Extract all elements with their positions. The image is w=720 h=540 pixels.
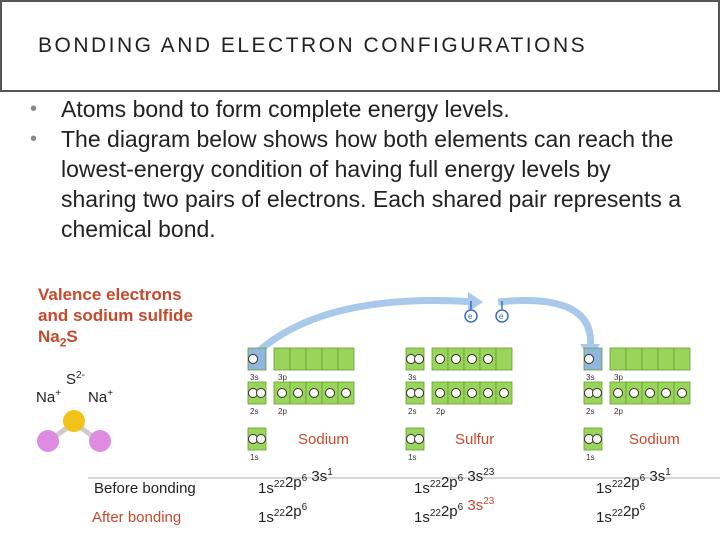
electron [585, 355, 594, 364]
orbital-label: 2s [408, 407, 417, 416]
p-orbital-box [658, 348, 674, 370]
electron [468, 355, 477, 364]
electron-configuration: $1s^{22}2p^6$ $3s^{23}$ [414, 467, 495, 497]
orbital-label: 3s [250, 373, 259, 382]
electron-transfer-arrow [260, 301, 476, 350]
orbital-label: 3s [586, 373, 595, 382]
p-orbital-box [610, 348, 626, 370]
orbital-label: 2s [586, 407, 595, 416]
electron [484, 389, 493, 398]
p-orbital-box [338, 348, 354, 370]
electron [452, 355, 461, 364]
atom-label-sodium: Sodium [629, 431, 680, 448]
electron [257, 389, 266, 398]
electron [468, 389, 477, 398]
electron [257, 435, 266, 444]
electron-configuration: $1s^{22}2p^6$ [258, 502, 308, 526]
bonding-diagram [28, 280, 720, 540]
electron [310, 389, 319, 398]
orbital-label: 3p [614, 373, 623, 382]
sulfur-atom [63, 410, 85, 432]
electron-configuration: $1s^{22}2p^6$ $3s^{23}$ [414, 496, 495, 526]
electron [294, 389, 303, 398]
electron-configuration: $1s^{22}2p^6$ [596, 502, 646, 526]
electron [342, 389, 351, 398]
electron [678, 389, 687, 398]
orbital-label: 3p [278, 373, 287, 382]
electron [278, 389, 287, 398]
electron [593, 435, 602, 444]
electron [436, 355, 445, 364]
orbital-label: 1s [408, 453, 417, 462]
bullet-text: The diagram below shows how both elements can reach the lowest-energy condition of having full energy levels by sharing two pairs of electrons. Each shared pair represents a chemical bond. [61, 126, 682, 242]
sodium-atom [37, 430, 59, 452]
title-bar [0, 0, 720, 92]
electron [614, 389, 623, 398]
electron [630, 389, 639, 398]
electron [415, 389, 424, 398]
configurations [258, 467, 671, 526]
electron [436, 389, 445, 398]
electron [452, 389, 461, 398]
bullet-text: Atoms bond to form complete energy levels. [61, 96, 510, 122]
bullet-dot-icon: • [30, 98, 38, 120]
electron [646, 389, 655, 398]
row-label-after: After bonding [92, 509, 182, 526]
electron-configuration: $1s^{22}2p^6$ $3s^1$ [258, 467, 333, 497]
electron [415, 435, 424, 444]
bullet-list [30, 94, 690, 244]
orbital-label: 2p [614, 407, 623, 416]
svg-text:e: e [468, 312, 473, 321]
p-orbital-box [674, 348, 690, 370]
p-orbital-box [642, 348, 658, 370]
p-orbital-box [626, 348, 642, 370]
p-orbital-box [496, 348, 512, 370]
orbital-label: 1s [250, 453, 259, 462]
sodium-atom [89, 430, 111, 452]
sodium-ion-label-right: Na+ [88, 388, 114, 406]
p-orbital-box [322, 348, 338, 370]
caption-line: $Na_2S$ [38, 327, 78, 350]
electron [326, 389, 335, 398]
svg-text:e: e [499, 312, 504, 321]
sulfide-ion-label: $S^{2-}$ [66, 370, 85, 388]
caption-line: Valence electrons [38, 285, 182, 304]
electron [249, 355, 258, 364]
atom-label-sodium: Sodium [298, 431, 349, 448]
atom-label-sulfur: Sulfur [455, 431, 495, 448]
p-orbital-box [274, 348, 290, 370]
orbital-label: 2s [250, 407, 259, 416]
slide-title: BONDING AND ELECTRON CONFIGURATIONS [38, 34, 588, 57]
electron [500, 389, 509, 398]
p-orbital-box [306, 348, 322, 370]
p-orbital-box [290, 348, 306, 370]
orbital-label: 2p [436, 407, 445, 416]
caption-line: and sodium sulfide [38, 306, 193, 325]
electron [593, 389, 602, 398]
electron [415, 355, 424, 364]
orbital-label: 3s [408, 373, 417, 382]
orbital-label: 1s [586, 453, 595, 462]
electron-configuration: $1s^{22}2p^6$ $3s^1$ [596, 467, 671, 497]
sodium-ion-label-left: Na+ [36, 388, 62, 406]
electron [662, 389, 671, 398]
bullet-dot-icon: • [30, 128, 38, 150]
electron [484, 355, 493, 364]
bullet-item [30, 124, 690, 244]
row-label-before: Before bonding [94, 480, 196, 497]
diagram-svg [28, 280, 720, 540]
electron-transfer-arrow [498, 301, 591, 350]
orbital-label: 2p [278, 407, 287, 416]
bullet-item [30, 94, 690, 124]
